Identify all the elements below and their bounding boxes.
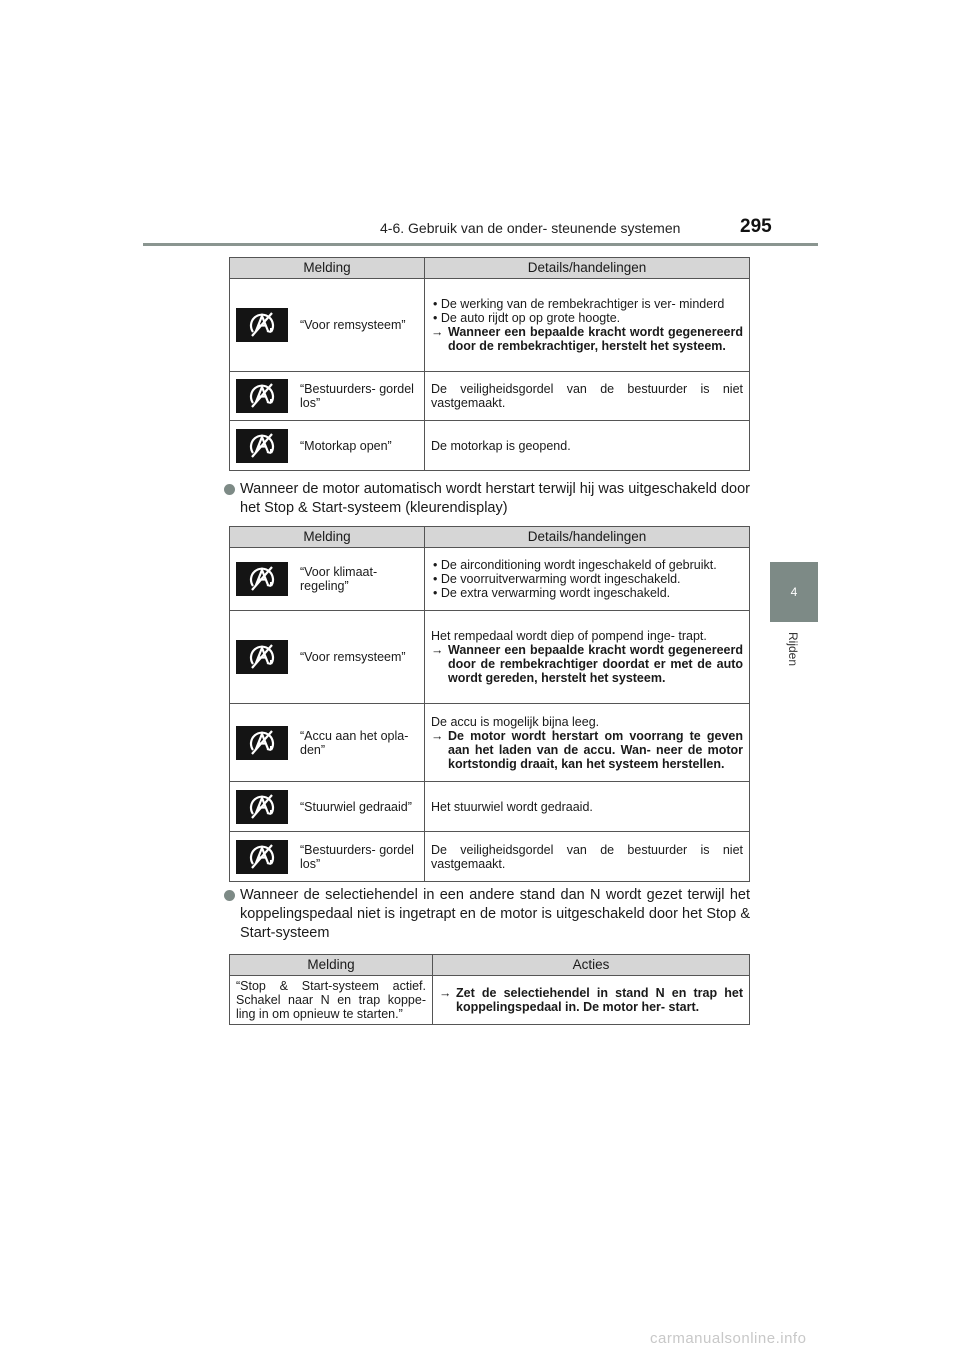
watermark: carmanualsonline.info — [650, 1330, 807, 1347]
melding-text: “Stuurwiel gedraaid” — [300, 799, 412, 814]
chapter-label — [786, 632, 806, 692]
arrow-icon: → — [431, 325, 444, 339]
melding-text: “Voor remsysteem” — [300, 318, 406, 332]
paragraph-text: Wanneer de motor automatisch wordt herstart terwijl hij was uitgeschakeld door het Stop & Start-systeem (kleurendisplay) — [240, 481, 750, 516]
melding-text: “Bestuurders- gordel los” — [300, 842, 414, 871]
stop-start-indicator-icon — [236, 308, 288, 342]
detail-text: De motorkap is geopend. — [425, 421, 750, 471]
table-row — [230, 611, 750, 704]
table-row — [230, 279, 750, 372]
arrow-icon: → — [431, 728, 444, 743]
melding-text: “Accu aan het opla- den” — [300, 728, 409, 757]
table2-col-melding: Melding — [230, 527, 425, 548]
action-line: → Zet de selectiehendel in stand N en trap het koppelingspedaal in. De motor her- start. — [439, 986, 743, 1014]
action-line: → De motor wordt herstart om voorrang te geven aan het laden van de accu. Wan- neer de motor kortstondig draait, kan het systeem herstellen. — [431, 728, 743, 771]
stop-start-indicator-icon — [236, 840, 288, 874]
stop-start-indicator-icon — [236, 429, 288, 463]
table1-col-melding: Melding — [230, 258, 425, 279]
detail-bullet: • De werking van de rembekrachtiger is ver- minderd — [433, 297, 725, 311]
stop-start-indicator-icon — [236, 379, 288, 413]
melding-text: “Motorkap open” — [300, 438, 392, 453]
stop-start-indicator-icon — [236, 726, 288, 760]
table-row — [230, 421, 750, 471]
table-row — [230, 832, 750, 882]
table-row — [230, 548, 750, 611]
table-row — [230, 782, 750, 832]
detail-bullet: • De voorruitverwarming wordt ingeschakeld. — [433, 572, 681, 586]
detail-bullet: • De extra verwarming wordt ingeschakeld. — [433, 586, 671, 600]
message-table-3 — [229, 954, 750, 1025]
chapter-tab[interactable]: 4 — [770, 562, 818, 622]
detail-text: De veiligheidsgordel van de bestuurder is niet vastgemaakt. — [425, 372, 750, 421]
melding-text: “Voor remsysteem” — [300, 650, 406, 664]
melding-text: “Bestuurders- gordel los” — [300, 382, 414, 410]
detail-bullet: • De auto rijdt op op grote hoogte. — [433, 311, 621, 325]
bullet-dot-icon — [224, 484, 235, 495]
table1-col-details: Details/handelingen — [425, 258, 750, 279]
page-number: 295 — [740, 216, 772, 237]
bullet-paragraph-2 — [224, 886, 750, 943]
detail-text: Het stuurwiel wordt gedraaid. — [425, 782, 750, 832]
table2-col-details: Details/handelingen — [425, 527, 750, 548]
bullet-paragraph-1 — [224, 480, 750, 518]
detail-text: De accu is mogelijk bijna leeg. — [431, 714, 600, 729]
message-table-2 — [229, 526, 750, 882]
stop-start-indicator-icon — [236, 640, 288, 674]
melding-text: “Stop & Start-systeem actief. Schakel naar N en trap koppe- ling in om opnieuw te starten.” — [230, 976, 433, 1025]
table-row — [230, 372, 750, 421]
stop-start-indicator-icon — [236, 562, 288, 596]
detail-bullet: • De airconditioning wordt ingeschakeld of gebruikt. — [433, 558, 717, 572]
action-line: → Wanneer een bepaalde kracht wordt gegenereerd door de rembekrachtiger doordat er met de auto wordt gereden, herstelt het systeem. — [431, 643, 743, 685]
melding-text: “Voor klimaat- regeling” — [300, 565, 378, 593]
header-title: 4-6. Gebruik van de onder- steunende systemen — [380, 220, 681, 236]
table-row — [230, 976, 750, 1025]
detail-text: De veiligheidsgordel van de bestuurder is niet vastgemaakt. — [425, 832, 750, 882]
paragraph-text: Wanneer de selectiehendel in een andere stand dan N wordt gezet terwijl het koppelingspedaal niet is ingetrapt en de motor is uitgeschakeld door het Stop & Start-systeem — [240, 887, 750, 941]
arrow-icon: → — [439, 986, 452, 1000]
table-row — [230, 704, 750, 782]
message-table-1 — [229, 257, 750, 471]
header-rule — [143, 243, 818, 246]
table3-col-acties: Acties — [433, 955, 750, 976]
detail-text: Het rempedaal wordt diep of pompend inge- trapt. — [431, 629, 707, 643]
chapter-label-text: Rijden — [786, 632, 800, 667]
arrow-icon: → — [431, 643, 444, 657]
stop-start-indicator-icon — [236, 790, 288, 824]
table3-col-melding: Melding — [230, 955, 433, 976]
action-line: → Wanneer een bepaalde kracht wordt gegenereerd door de rembekrachtiger, herstelt het systeem. — [431, 325, 743, 353]
bullet-dot-icon — [224, 890, 235, 901]
